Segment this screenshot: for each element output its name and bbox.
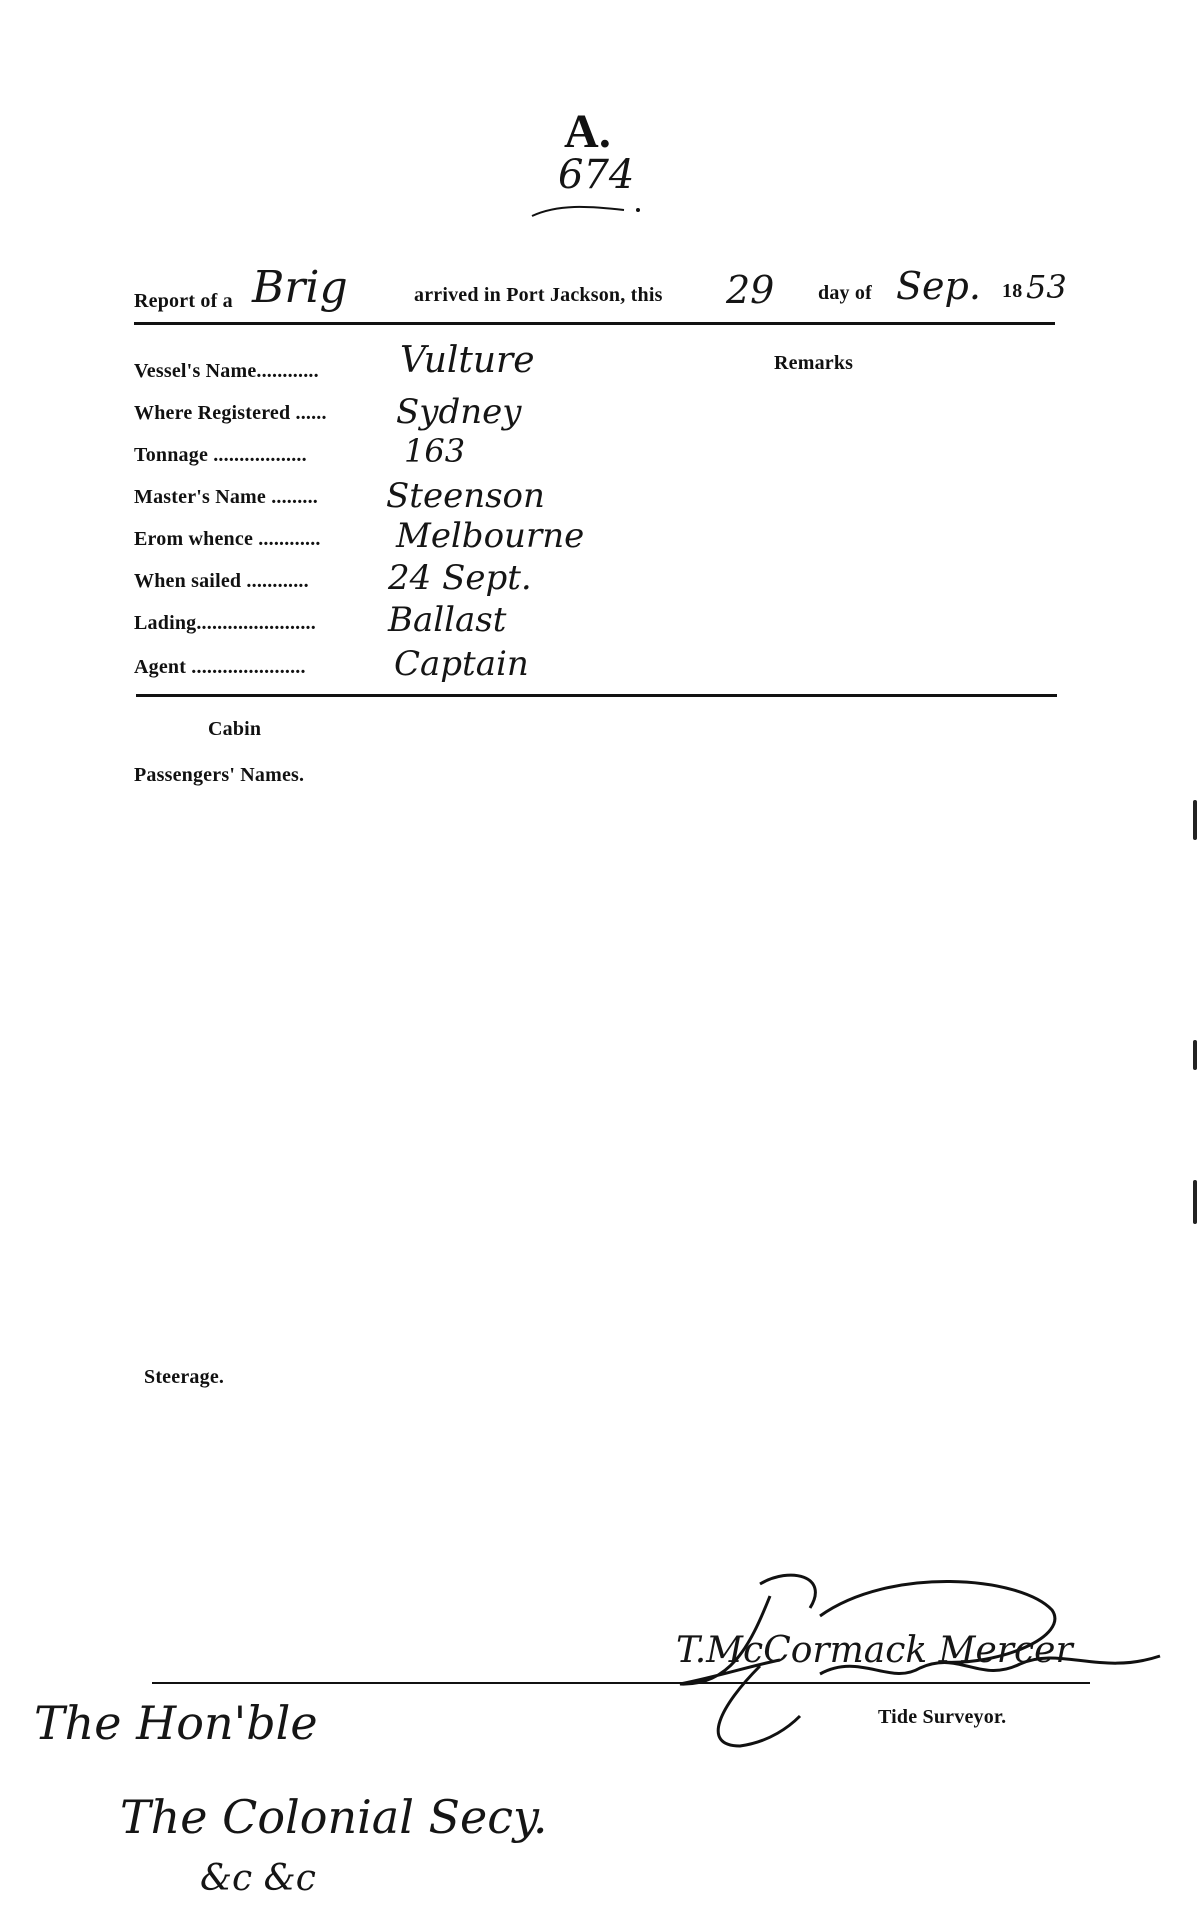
remarks-label: Remarks (774, 352, 854, 374)
field-label-from-whence: Erom whence ............ (134, 528, 321, 550)
field-value-where-registered: Sydney (396, 392, 522, 432)
field-value-when-sailed: 24 Sept. (388, 558, 532, 598)
field-label-when-sailed: When sailed ............ (134, 570, 309, 592)
cabin-label: Cabin (208, 718, 262, 740)
field-label-where-registered: Where Registered ...... (134, 402, 327, 424)
tide-surveyor-label: Tide Surveyor. (878, 1706, 1007, 1728)
scan-edge-mark (1193, 1040, 1197, 1070)
field-value-tonnage: 163 (404, 432, 466, 470)
field-value-agent: Captain (394, 644, 529, 684)
field-label-tonnage: Tonnage .................. (134, 444, 307, 466)
day-label: day of (818, 282, 872, 304)
signature-handwritten: T.McCormack Mercer (676, 1630, 1073, 1671)
field-label-lading: Lading....................... (134, 612, 316, 634)
vessel-type-handwritten: Brig (252, 262, 348, 313)
title-prefix: Report of a (134, 290, 233, 312)
scan-edge-mark (1193, 800, 1197, 840)
field-value-master-name: Steenson (386, 476, 545, 516)
steerage-label: Steerage. (144, 1366, 225, 1388)
fields-divider (136, 694, 1057, 697)
field-value-from-whence: Melbourne (396, 516, 585, 556)
field-value-lading: Ballast (388, 600, 507, 640)
addressee-line3: &c &c (200, 1858, 316, 1899)
addressee-line1: The Hon'ble (34, 1696, 318, 1750)
addressee-line2: The Colonial Secy. (120, 1790, 548, 1844)
header-divider (134, 322, 1055, 325)
passengers-label: Passengers' Names. (134, 764, 305, 786)
year-suffix-handwritten: 53 (1026, 268, 1067, 306)
field-label-agent: Agent ...................... (134, 656, 306, 678)
year-prefix: 18 (1002, 280, 1023, 302)
field-label-master-name: Master's Name ......... (134, 486, 318, 508)
scan-edge-mark (1193, 1180, 1197, 1224)
form-letter: A. (564, 105, 612, 158)
field-value-vessel-name: Vulture (400, 340, 535, 381)
title-middle: arrived in Port Jackson, this (414, 284, 663, 306)
field-label-vessel-name: Vessel's Name............ (134, 360, 319, 382)
form-number: 674 (558, 152, 635, 198)
number-underline-flourish (528, 196, 648, 226)
arrival-month-handwritten: Sep. (896, 264, 981, 308)
arrival-day-handwritten: 29 (726, 268, 775, 312)
